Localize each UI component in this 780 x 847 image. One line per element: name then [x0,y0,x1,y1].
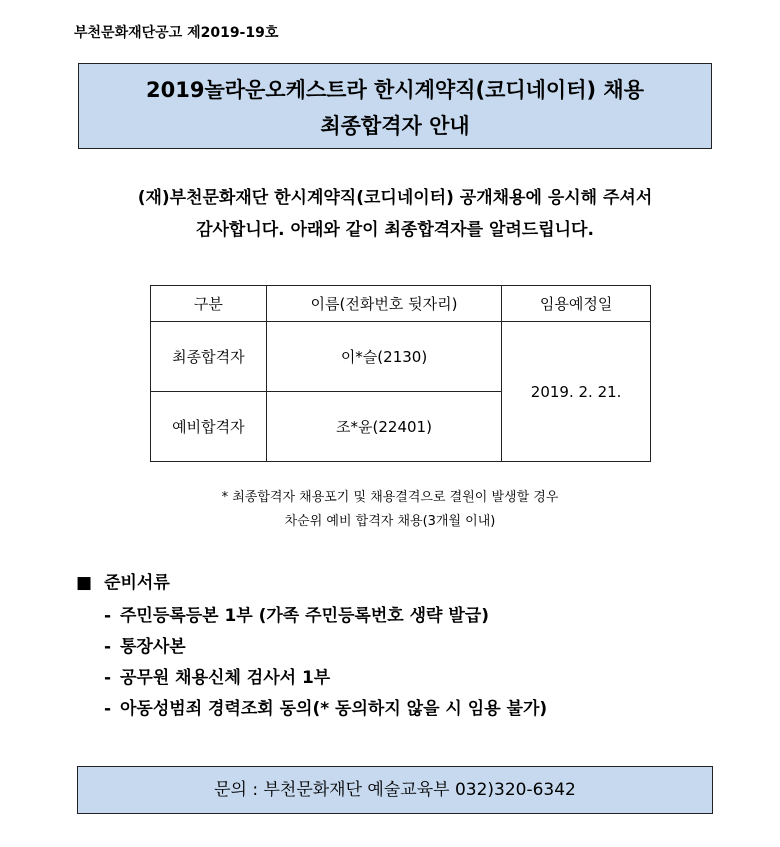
table-header-row [151,286,651,322]
table-row [151,322,651,392]
required-documents [76,569,547,725]
row-category: 예비합격자 [151,392,267,462]
documents-heading-label: 준비서류 [104,573,170,593]
header-name: 이름(전화번호 뒷자리) [266,286,502,322]
result-table [150,285,651,462]
list-item: - 통장사본 [104,637,186,657]
header-category: 구분 [151,286,267,322]
appointment-date: 2019. 2. 21. [502,322,651,462]
list-item-label: 아동성범죄 경력조회 동의(* 동의하지 않을 시 임용 불가) [120,699,548,719]
contact-text: 문의 : 부천문화재단 예술교육부 032)320-6342 [214,780,576,800]
list-item-label: 통장사본 [120,637,186,657]
row-name: 조*윤(22401) [266,392,502,462]
intro-line-1: (재)부천문화재단 한시계약직(코디네이터) 공개채용에 응시해 주셔서 [137,188,653,208]
notice-number: 부천문화재단공고 제2019-19호 [74,25,279,41]
list-item: - 아동성범죄 경력조회 동의(* 동의하지 않을 시 임용 불가) [104,699,548,719]
footnote-line-2: 차순위 예비 합격자 채용(3개월 이내) [284,514,496,529]
row-category: 최종합격자 [151,322,267,392]
documents-list [76,601,547,725]
contact-box [77,766,713,814]
footnote [120,486,660,534]
documents-heading [76,569,547,597]
list-item-label: 주민등록등본 1부 (가족 주민등록번호 생략 발급) [120,606,489,626]
title-line-1: 2019놀라운오케스트라 한시계약직(코디네이터) 채용 [146,78,644,102]
footnote-line-1: * 최종합격자 채용포기 및 채용결격으로 결원이 발생할 경우 [221,490,559,505]
list-item: - 주민등록등본 1부 (가족 주민등록번호 생략 발급) [104,606,489,626]
list-item: - 공무원 채용신체 검사서 1부 [104,668,331,688]
intro-text [60,182,730,246]
intro-line-2: 감사합니다. 아래와 같이 최종합격자를 알려드립니다. [196,220,594,240]
list-item-label: 공무원 채용신체 검사서 1부 [120,668,331,688]
header-date: 임용예정일 [502,286,651,322]
title-box [78,63,712,149]
square-bullet-icon: ■ [76,573,93,593]
title-line-2: 최종합격자 안내 [320,114,470,138]
row-name: 이*슬(2130) [266,322,502,392]
